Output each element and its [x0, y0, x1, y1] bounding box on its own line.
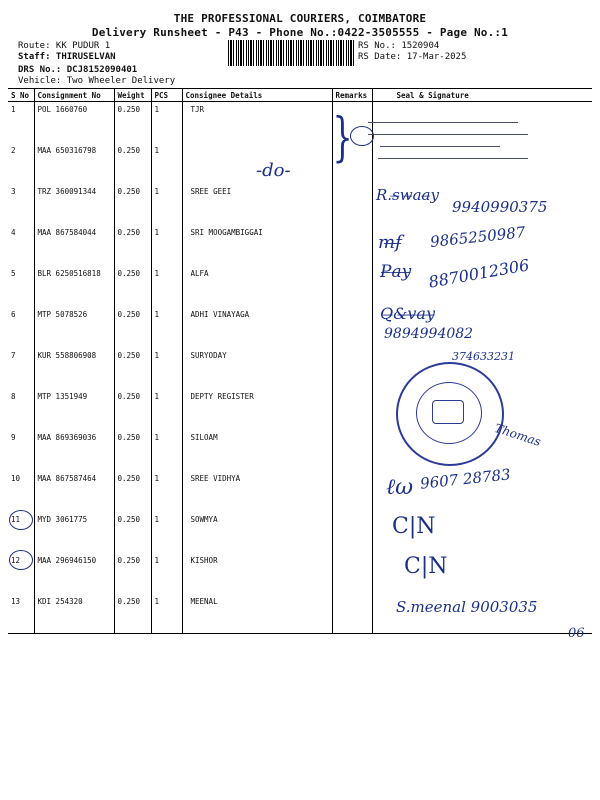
drs-number: DRS No.: DCJ8152090401: [18, 65, 138, 75]
row-sno: 6: [11, 310, 16, 319]
row-consignee: SOWMYA: [182, 512, 332, 553]
table-row: [8, 512, 592, 553]
row-remarks: [332, 553, 372, 594]
row-sno: 12: [11, 556, 21, 565]
row-consignee: ALFA: [182, 266, 332, 307]
col-consignment: Consignment No: [34, 89, 114, 102]
row-pcs: 1: [151, 553, 182, 594]
row-pcs: 1: [151, 266, 182, 307]
row-consignee: SURYODAY: [182, 348, 332, 389]
company-title: THE PROFESSIONAL COURIERS, COIMBATORE: [173, 12, 427, 25]
phone-4: 9865250987: [429, 223, 527, 251]
signature-6: Q̶&̶v̶a̶y̶: [380, 304, 435, 323]
col-sno: S No: [8, 89, 34, 102]
row-sno: 4: [11, 228, 16, 237]
row-weight: 0.250: [114, 184, 151, 225]
row-consignee: ADHI VINAYAGA: [182, 307, 332, 348]
signature-3: R.s̶w̶aa̶y: [376, 186, 439, 204]
round-seal: [396, 362, 504, 466]
row-sno: 3: [11, 187, 16, 196]
row-pcs: 1: [151, 389, 182, 430]
row-consignee: SREE VIDHYA: [182, 471, 332, 512]
row-sno: 8: [11, 392, 16, 401]
vehicle-label: Vehicle: Two Wheeler Delivery: [18, 76, 176, 86]
col-consignee: Consignee Details: [182, 89, 332, 102]
row-weight: 0.250: [114, 471, 151, 512]
rs-date: RS Date: 17-Mar-2025: [358, 52, 467, 62]
row-sno: 7: [11, 351, 16, 360]
row-remarks: [332, 471, 372, 512]
row-pcs: 1: [151, 512, 182, 553]
row-weight: 0.250: [114, 102, 151, 144]
signature-13-cont: 06: [568, 626, 585, 641]
row-weight: 0.250: [114, 348, 151, 389]
row-sno: 5: [11, 269, 16, 278]
row-consignment: MAA 869369036: [34, 430, 114, 471]
row-consignee: SILOAM: [182, 430, 332, 471]
phone-7: 374633231: [452, 350, 515, 363]
signature-10: ℓω: [386, 475, 414, 500]
row-consignment: MTP 1351949: [34, 389, 114, 430]
row-12-circle: [9, 550, 33, 570]
row-weight: 0.250: [114, 553, 151, 594]
row-remarks: [332, 512, 372, 553]
row-pcs: 1: [151, 143, 182, 184]
row-pcs: 1: [151, 102, 182, 144]
signature-5: P̶a̶y̶: [380, 262, 412, 282]
mark-11: C|N: [392, 514, 436, 539]
row-sno: 10: [11, 474, 21, 483]
row-consignment: MYD 3061775: [34, 512, 114, 553]
row-remarks: [332, 594, 372, 634]
company-stamp: [362, 112, 542, 174]
row-sno: 9: [11, 433, 16, 442]
row-pcs: 1: [151, 471, 182, 512]
row-weight: 0.250: [114, 594, 151, 634]
row-pcs: 1: [151, 430, 182, 471]
row-11-circle: [9, 510, 33, 530]
row-consignee: SREE GEEI: [182, 184, 332, 225]
row-weight: 0.250: [114, 512, 151, 553]
row-remarks: [332, 348, 372, 389]
row-pcs: 1: [151, 307, 182, 348]
row-consignment: MAA 296946150: [34, 553, 114, 594]
row-weight: 0.250: [114, 225, 151, 266]
phone-10: 9607 28783: [419, 465, 512, 493]
row-sno: 13: [8, 594, 34, 634]
row-consignment: KDI 254320: [34, 594, 114, 634]
row-sno: 11: [11, 515, 21, 524]
row-consignment: TRZ 360091344: [34, 184, 114, 225]
col-seal: Seal & Signature: [372, 89, 592, 102]
route-label: Route: KK PUDUR 1: [18, 41, 111, 51]
col-weight: Weight: [114, 89, 151, 102]
row-consignment: KUR 558806908: [34, 348, 114, 389]
signature-9: Thomas: [493, 420, 543, 450]
row-consignee: KISHOR: [182, 553, 332, 594]
col-remarks: Remarks: [332, 89, 372, 102]
row-weight: 0.250: [114, 430, 151, 471]
signature-13: S.meenal 9003035: [396, 598, 538, 616]
row-remarks: [332, 225, 372, 266]
phone-5: 8870012306: [427, 255, 531, 292]
row-consignment: POL 1660760: [34, 102, 114, 144]
row-consignee: TJR: [182, 102, 332, 144]
col-pcs: PCS: [151, 89, 182, 102]
phone-3: 9940990375: [452, 198, 548, 216]
row-consignee: MEENAL: [182, 594, 332, 634]
rs-number: RS No.: 1520904: [358, 41, 440, 51]
row-consignment: MAA 650316798: [34, 143, 114, 184]
row-weight: 0.250: [114, 389, 151, 430]
row-consignee: SRI MOOGAMBIGGAI: [182, 225, 332, 266]
row-weight: 0.250: [114, 143, 151, 184]
row-pcs: 1: [151, 348, 182, 389]
row-consignment: BLR 6250516818: [34, 266, 114, 307]
row-remarks: [332, 430, 372, 471]
row-sno: 1: [11, 105, 16, 114]
mark-12: C|N: [404, 554, 448, 579]
row-sno: 2: [11, 146, 16, 155]
row-remarks: [332, 184, 372, 225]
ditto-mark: -do-: [256, 160, 291, 181]
row-remarks: [332, 266, 372, 307]
table-header-row: [8, 89, 592, 102]
row-remarks: [332, 307, 372, 348]
barcode: [228, 40, 354, 66]
row-weight: 0.250: [114, 266, 151, 307]
row-weight: 0.250: [114, 307, 151, 348]
runsheet-subtitle: Delivery Runsheet - P43 - Phone No.:0422-3505555 - Page No.:1: [91, 26, 509, 39]
row-pcs: 1: [151, 225, 182, 266]
row-remarks: [332, 389, 372, 430]
bracket-mark: }: [332, 108, 353, 168]
row-consignment: MAA 867587464: [34, 471, 114, 512]
staff-label: Staff: THIRUSELVAN: [18, 52, 116, 62]
table-row: [8, 307, 592, 348]
table-row: [8, 553, 592, 594]
row-consignee: DEPTY REGISTER: [182, 389, 332, 430]
row-pcs: 1: [151, 594, 182, 634]
signature-4: m̶f̶: [378, 232, 402, 253]
phone-6: 9894994082: [384, 326, 474, 342]
row-consignment: MTP 5078526: [34, 307, 114, 348]
row-consignment: MAA 867584044: [34, 225, 114, 266]
row-pcs: 1: [151, 184, 182, 225]
